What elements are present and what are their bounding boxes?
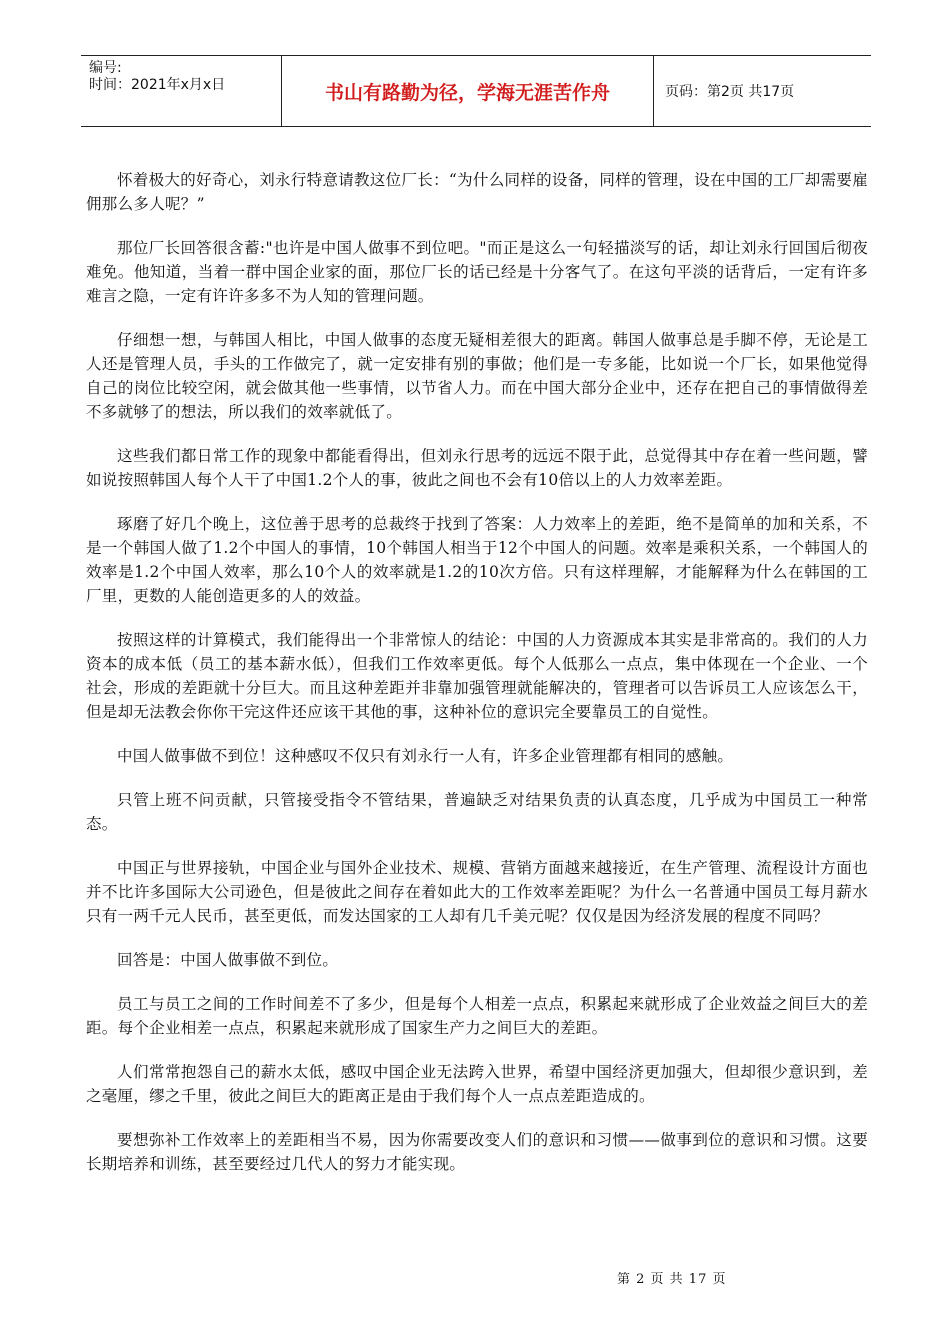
paragraph: 琢磨了好几个晚上，这位善于思考的总裁终于找到了答案：人力效率上的差距，绝不是简单的加和关系，不是一个韩国人做了1.2个中国人的事情，10个韩国人相当于12个中国人的问题。效率是乘积关系，一个韩国人的效率是1.2个中国人效率，那么10个人的效率就是1.2的10次方倍。只有这样理解，才能解释为什么在韩国的工厂里，更数的人能创造更多的人的效益。: [86, 515, 868, 605]
paragraph: 人们常常抱怨自己的薪水太低，感叹中国企业无法跨入世界，希望中国经济更加强大，但却很少意识到，差之毫厘，缪之千里，彼此之间巨大的距离正是由于我们每个人一点点差距造成的。: [86, 1063, 868, 1105]
paragraph: 这些我们都日常工作的现象中都能看得出，但刘永行思考的远远不限于此，总觉得其中存在着一些问题，譬如说按照韩国人每个人干了中国1.2个人的事，彼此之间也不会有10倍以上的人力效率差距。: [86, 447, 868, 489]
paragraph: 要想弥补工作效率上的差距相当不易，因为你需要改变人们的意识和习惯——做事到位的意识和习惯。这要长期培养和训练，甚至要经过几代人的努力才能实现。: [86, 1131, 868, 1173]
paragraph: 中国正与世界接轨，中国企业与国外企业技术、规模、营销方面越来越接近，在生产管理、流程设计方面也并不比许多国际大公司逊色，但是彼此之间存在着如此大的工作效率差距呢？为什么一名普通中国员工每月薪水只有一两千元人民币，甚至更低，而发达国家的工人却有几千美元呢？仅仅是因为经济发展的程度不同吗？: [86, 859, 868, 925]
paragraph: 怀着极大的好奇心，刘永行特意请教这位厂长：“为什么同样的设备，同样的管理，设在中国的工厂却需要雇佣那么多人呢？”: [86, 171, 868, 213]
footer-page-number: 第 2 页 共 17 页: [617, 1272, 727, 1287]
page-info-text: 页码：第2页 共17页: [665, 84, 795, 100]
page-info-cell: [654, 56, 871, 126]
paragraph: 按照这样的计算模式，我们能得出一个非常惊人的结论：中国的人力资源成本其实是非常高的。我们的人力资本的成本低（员工的基本薪水低），但我们工作效率更低。每个人低那么一点点，集中体现在一个企业、一个社会，形成的差距就十分巨大。而且这种差距并非靠加强管理就能解决的，管理者可以告诉员工人应该怎么干，但是却无法教会你你干完这件还应该干其他的事，这种补位的意识完全要靠员工的自觉性。: [86, 631, 868, 721]
number-label: 编号:: [89, 60, 122, 76]
motto-cell: [282, 56, 654, 126]
page-footer: [617, 1268, 726, 1287]
time-label: 时间：2021年x月x日: [89, 77, 226, 93]
document-header: [81, 55, 871, 127]
document-body: [86, 168, 868, 1196]
paragraph: 员工与员工之间的工作时间差不了多少，但是每个人相差一点点，积累起来就形成了企业效益之间巨大的差距。每个企业相差一点点，积累起来就形成了国家生产力之间巨大的差距。: [86, 995, 868, 1037]
paragraph: 仔细想一想，与韩国人相比，中国人做事的态度无疑相差很大的距离。韩国人做事总是手脚不停，无论是工人还是管理人员，手头的工作做完了，就一定安排有别的事做；他们是一专多能，比如说一个厂长，如果他觉得自己的岗位比较空闲，就会做其他一些事情，以节省人力。而在中国大部分企业中，还存在把自己的事情做得差不多就够了的想法，所以我们的效率就低了。: [86, 331, 868, 421]
paragraph: 中国人做事做不到位！这种感叹不仅只有刘永行一人有，许多企业管理都有相同的感触。: [117, 747, 734, 765]
paragraph: 只管上班不问贡献，只管接受指令不管结果，普遍缺乏对结果负责的认真态度，几乎成为中国员工一种常态。: [86, 791, 868, 833]
motto-text: 书山有路勤为径，学海无涯苦作舟: [324, 81, 610, 104]
paragraph: 那位厂长回答很含蓄:"也许是中国人做事不到位吧。"而正是这么一句轻描淡写的话，却让刘永行回国后彻夜难免。他知道，当着一群中国企业家的面，那位厂长的话已经是十分客气了。在这句平淡的话背后，一定有许多难言之隐，一定有许许多多不为人知的管理问题。: [86, 239, 868, 305]
header-meta-cell: [81, 56, 282, 126]
paragraph: 回答是：中国人做事做不到位。: [117, 951, 339, 969]
